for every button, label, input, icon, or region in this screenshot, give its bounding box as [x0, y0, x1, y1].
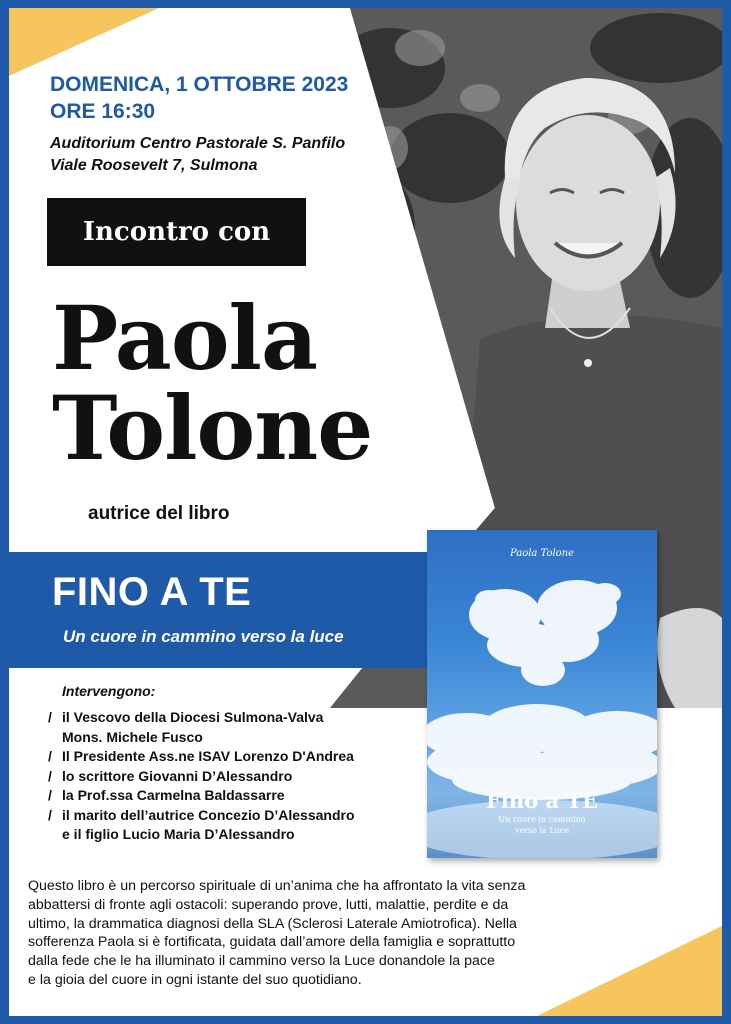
speakers-list: [48, 708, 355, 845]
author-last-name: Tolone: [52, 376, 373, 480]
list-item: [48, 728, 355, 748]
frame-left: [0, 0, 9, 1024]
list-item: [48, 767, 355, 787]
frame-right: [722, 0, 731, 1024]
description-line: sofferenza Paola si è fortificata, guidata dall’amore della famiglia e soprattutto: [28, 934, 516, 951]
incontro-label: Incontro con: [47, 198, 306, 266]
description-line: Questo libro è un percorso spirituale di un’anima che ha affrontato la vita senza: [28, 878, 526, 894]
speaker-text: il marito dell’autrice Concezio D’Alessandro: [62, 806, 355, 823]
description-line: abbattersi di fronte agli ostacoli: superando prove, lutti, malattie, perdite e da: [28, 896, 509, 913]
description-line: e la gioia del cuore in ogni istante del suo quotidiano.: [28, 971, 362, 988]
list-bullet: /: [48, 787, 52, 803]
author-role: autrice del libro: [88, 503, 230, 524]
speaker-text: e il figlio Lucio Maria D’Alessandro: [62, 826, 295, 842]
description-line: ultimo, la drammatica diagnosi della SLA (Sclerosi Laterale Amiotrofica). Nella: [28, 915, 517, 932]
frame-bottom: [0, 1016, 731, 1024]
list-item: [48, 786, 355, 806]
event-date: DOMENICA, 1 OTTOBRE 2023: [50, 73, 349, 96]
speaker-text: Il Presidente Ass.ne ISAV Lorenzo D'Andrea: [62, 748, 354, 764]
list-item: [48, 806, 355, 826]
event-address: Viale Roosevelt 7, Sulmona: [50, 157, 258, 174]
event-time: ORE 16:30: [50, 100, 156, 123]
speaker-text: la Prof.ssa Carmelna Baldassarre: [62, 787, 285, 803]
author-first-name: Paola: [52, 286, 317, 390]
list-bullet: /: [48, 767, 52, 784]
book-cover-subtitle-line1: Un cuore in cammino: [498, 815, 586, 824]
list-item: [48, 708, 355, 728]
book-cover: [427, 530, 657, 858]
book-cover-author: Paola Tolone: [509, 548, 575, 559]
book-title: FINO A TE: [52, 570, 252, 614]
speaker-text: il Vescovo della Diocesi Sulmona-Valva: [62, 709, 324, 725]
list-item: [48, 825, 355, 845]
list-bullet: /: [48, 806, 52, 823]
list-bullet: /: [48, 748, 52, 764]
description-line: dalla fede che le ha illuminato il cammino verso la Luce donandole la pace: [28, 953, 495, 970]
book-description: [28, 877, 704, 990]
list-item: [48, 747, 355, 767]
speakers-label: Intervengono:: [62, 683, 156, 699]
speaker-text: lo scrittore Giovanni D’Alessandro: [62, 767, 293, 784]
book-subtitle: Un cuore in cammino verso la luce: [63, 627, 344, 646]
book-cover-title: Fino a TE: [485, 788, 599, 813]
corner-accent-top-left: [9, 8, 159, 76]
list-bullet: /: [48, 709, 52, 725]
speaker-text: Mons. Michele Fusco: [62, 728, 203, 745]
frame-top: [0, 0, 731, 8]
book-cover-subtitle-line2: verso la Luce: [514, 826, 570, 835]
event-venue: Auditorium Centro Pastorale S. Panfilo: [50, 135, 346, 152]
